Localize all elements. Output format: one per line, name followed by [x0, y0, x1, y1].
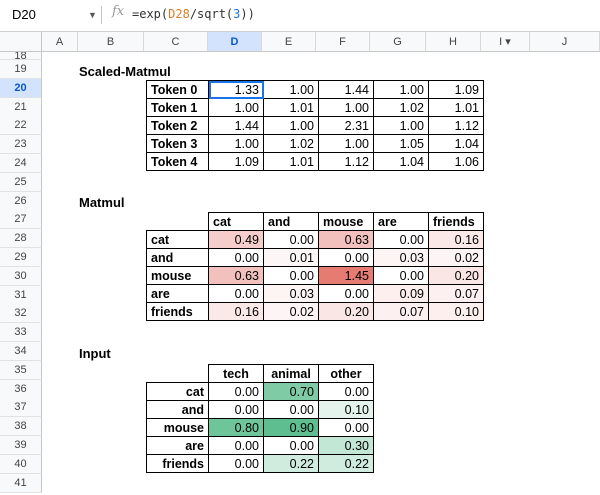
table-row	[147, 285, 484, 303]
row-label[interactable]: and	[147, 249, 209, 267]
row-label[interactable]: Token 3	[147, 135, 209, 153]
row-header-26[interactable]: 26	[0, 192, 42, 211]
table-cell[interactable]: 1.05	[374, 135, 429, 153]
matmul-table	[146, 212, 484, 321]
column-label[interactable]: animal	[264, 365, 319, 383]
table-cell[interactable]: 0.00	[209, 455, 264, 473]
table-cell[interactable]: 1.00	[319, 99, 374, 117]
table-cell[interactable]: 0.30	[319, 437, 374, 455]
row-label[interactable]: Token 0	[147, 81, 209, 99]
row-label[interactable]: Token 4	[147, 153, 209, 171]
row-label[interactable]: cat	[147, 231, 209, 249]
empty-cell[interactable]	[147, 213, 209, 231]
formula-bar	[0, 0, 600, 32]
column-header-d[interactable]: D	[208, 32, 262, 52]
table-cell[interactable]: 0.10	[429, 303, 484, 321]
row-header-29[interactable]: 29	[0, 248, 42, 267]
active-cell[interactable]: 1.33	[209, 81, 264, 99]
table-cell[interactable]: 2.31	[319, 117, 374, 135]
table-cell[interactable]: 1.09	[209, 153, 264, 171]
input-title: Input	[79, 346, 111, 361]
formula-number: 3	[233, 7, 241, 21]
column-label[interactable]: are	[374, 213, 429, 231]
row-header-21[interactable]: 21	[0, 98, 42, 117]
column-label[interactable]: cat	[209, 213, 264, 231]
table-cell[interactable]: 0.00	[374, 231, 429, 249]
table-cell[interactable]: 1.06	[429, 153, 484, 171]
table-cell[interactable]: 0.16	[209, 303, 264, 321]
table-cell[interactable]: 0.22	[319, 455, 374, 473]
row-header-27[interactable]: 27	[0, 210, 42, 229]
table-cell[interactable]: 1.09	[429, 81, 484, 99]
table-cell[interactable]: 1.00	[264, 81, 319, 99]
table-cell[interactable]: 0.20	[429, 267, 484, 285]
table-cell[interactable]: 0.16	[429, 231, 484, 249]
row-header-24[interactable]: 24	[0, 154, 42, 173]
name-box[interactable]	[8, 6, 98, 24]
table-cell[interactable]: 0.70	[264, 383, 319, 401]
empty-cell[interactable]	[147, 365, 209, 383]
table-cell[interactable]: 0.10	[319, 401, 374, 419]
formula-prefix: =exp(	[132, 7, 169, 21]
table-cell[interactable]: 1.00	[374, 117, 429, 135]
row-header-36[interactable]: 36	[0, 380, 42, 399]
row-label[interactable]: mouse	[147, 267, 209, 285]
row-header-41[interactable]: 41	[0, 474, 42, 493]
row-label[interactable]: and	[147, 401, 209, 419]
row-header-28[interactable]: 28	[0, 229, 42, 248]
table-row	[147, 437, 374, 455]
row-header-18[interactable]: 18	[0, 52, 42, 60]
table-cell[interactable]: 0.00	[264, 267, 319, 285]
table-row	[147, 117, 484, 135]
column-header-a[interactable]: A	[42, 32, 78, 52]
table-row	[147, 135, 484, 153]
column-label[interactable]: friends	[429, 213, 484, 231]
column-label[interactable]: tech	[209, 365, 264, 383]
column-label[interactable]: other	[319, 365, 374, 383]
matmul-title: Matmul	[79, 195, 125, 210]
table-cell[interactable]: 0.00	[209, 249, 264, 267]
column-header-label: I	[499, 36, 503, 48]
table-cell[interactable]: 1.12	[319, 153, 374, 171]
table-cell[interactable]: 1.44	[209, 117, 264, 135]
table-cell[interactable]: 0.63	[319, 231, 374, 249]
table-cell[interactable]: 0.00	[319, 249, 374, 267]
function-icon: fx	[112, 4, 125, 19]
table-cell[interactable]: 1.04	[429, 135, 484, 153]
row-header-40[interactable]: 40	[0, 455, 42, 474]
row-header-30[interactable]: 30	[0, 267, 42, 286]
formula-mid: /sqrt(	[189, 7, 234, 21]
table-row	[147, 99, 484, 117]
table-row	[147, 267, 484, 285]
row-header-22[interactable]: 22	[0, 116, 42, 135]
table-row	[147, 419, 374, 437]
column-menu-icon[interactable]: ▾	[502, 36, 511, 48]
table-cell[interactable]: 1.12	[429, 117, 484, 135]
table-cell[interactable]: 0.00	[264, 231, 319, 249]
table-row	[147, 81, 484, 99]
row-label[interactable]: are	[147, 437, 209, 455]
column-label[interactable]: and	[264, 213, 319, 231]
table-cell[interactable]: 0.00	[264, 437, 319, 455]
column-header-f[interactable]: F	[316, 32, 370, 52]
table-cell[interactable]: 0.01	[264, 249, 319, 267]
column-header-c[interactable]: C	[144, 32, 208, 52]
table-cell[interactable]: 0.00	[209, 383, 264, 401]
table-header-row	[147, 213, 484, 231]
row-label[interactable]: Token 2	[147, 117, 209, 135]
table-cell[interactable]: 0.20	[319, 303, 374, 321]
table-cell[interactable]: 0.00	[319, 285, 374, 303]
chevron-down-icon[interactable]: ▼	[88, 10, 97, 20]
row-header-38[interactable]: 38	[0, 417, 42, 436]
row-label[interactable]: Token 1	[147, 99, 209, 117]
row-header-23[interactable]: 23	[0, 135, 42, 154]
row-label[interactable]: friends	[147, 455, 209, 473]
table-cell[interactable]: 0.00	[319, 383, 374, 401]
divider	[101, 6, 102, 24]
table-cell[interactable]: 0.80	[209, 419, 264, 437]
table-cell[interactable]: 0.49	[209, 231, 264, 249]
table-cell[interactable]: 1.02	[374, 99, 429, 117]
table-cell[interactable]: 1.44	[319, 81, 374, 99]
table-cell[interactable]: 1.00	[209, 99, 264, 117]
table-row	[147, 455, 374, 473]
row-header-25[interactable]: 25	[0, 173, 42, 192]
row-header-35[interactable]: 35	[0, 361, 42, 380]
table-cell[interactable]: 0.00	[374, 267, 429, 285]
row-label[interactable]: mouse	[147, 419, 209, 437]
table-row	[147, 383, 374, 401]
table-cell[interactable]: 0.09	[374, 285, 429, 303]
row-header-19[interactable]: 19	[0, 60, 42, 79]
table-cell[interactable]: 0.63	[209, 267, 264, 285]
scaled-matmul-table	[146, 80, 484, 171]
table-cell[interactable]: 0.00	[264, 401, 319, 419]
table-cell[interactable]: 1.01	[429, 99, 484, 117]
table-cell[interactable]: 0.03	[264, 285, 319, 303]
column-header-i[interactable]	[481, 32, 530, 52]
formula-reference: D28	[168, 7, 190, 21]
table-cell[interactable]: 1.01	[264, 153, 319, 171]
table-cell[interactable]: 1.45	[319, 267, 374, 285]
table-cell[interactable]: 0.07	[374, 303, 429, 321]
scaled-matmul-title: Scaled-Matmul	[79, 64, 171, 79]
row-header-32[interactable]: 32	[0, 304, 42, 323]
table-row	[147, 153, 484, 171]
row-header-20[interactable]: 20	[0, 79, 42, 98]
row-label[interactable]: are	[147, 285, 209, 303]
table-cell[interactable]: 1.02	[264, 135, 319, 153]
column-header-h[interactable]: H	[426, 32, 481, 52]
row-header-33[interactable]: 33	[0, 323, 42, 342]
column-header-g[interactable]: G	[370, 32, 426, 52]
table-cell[interactable]: 0.00	[319, 419, 374, 437]
table-cell[interactable]: 1.00	[209, 135, 264, 153]
column-header-e[interactable]: E	[262, 32, 316, 52]
table-row	[147, 249, 484, 267]
table-cell[interactable]: 0.02	[264, 303, 319, 321]
table-row	[147, 303, 484, 321]
select-all-corner[interactable]	[0, 32, 42, 52]
table-cell[interactable]: 1.04	[374, 153, 429, 171]
table-cell[interactable]: 0.90	[264, 419, 319, 437]
row-header-37[interactable]: 37	[0, 398, 42, 417]
row-header-39[interactable]: 39	[0, 436, 42, 455]
column-header-b[interactable]: B	[78, 32, 144, 52]
column-header-j[interactable]: J	[530, 32, 600, 52]
table-cell[interactable]: 1.00	[319, 135, 374, 153]
row-header-31[interactable]: 31	[0, 286, 42, 305]
table-cell[interactable]: 1.00	[374, 81, 429, 99]
table-cell[interactable]: 0.00	[209, 437, 264, 455]
column-label[interactable]: mouse	[319, 213, 374, 231]
table-cell[interactable]: 1.01	[264, 99, 319, 117]
table-row	[147, 231, 484, 249]
table-cell[interactable]: 0.03	[374, 249, 429, 267]
table-cell[interactable]: 0.00	[209, 401, 264, 419]
table-cell[interactable]: 0.02	[429, 249, 484, 267]
table-header-row	[147, 365, 374, 383]
row-label[interactable]: cat	[147, 383, 209, 401]
table-cell[interactable]: 1.00	[264, 117, 319, 135]
table-cell[interactable]: 0.07	[429, 285, 484, 303]
table-row	[147, 401, 374, 419]
formula-input[interactable]	[132, 7, 255, 21]
formula-suffix: ))	[240, 7, 255, 21]
table-cell[interactable]: 0.22	[264, 455, 319, 473]
cell-reference: D20	[12, 7, 36, 22]
row-header-34[interactable]: 34	[0, 342, 42, 361]
row-label[interactable]: friends	[147, 303, 209, 321]
table-cell[interactable]: 0.00	[209, 285, 264, 303]
input-table	[146, 364, 374, 473]
